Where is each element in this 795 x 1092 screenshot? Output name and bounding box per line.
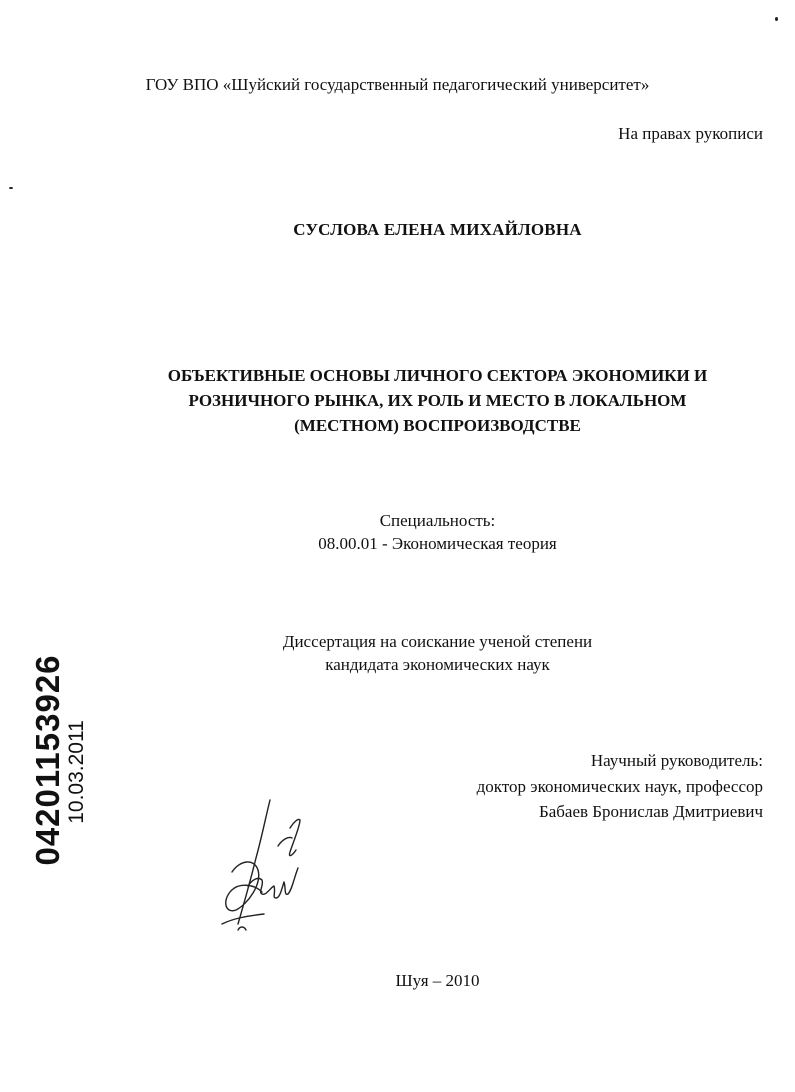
title-line: ОБЪЕКТИВНЫЕ ОСНОВЫ ЛИЧНОГО СЕКТОРА ЭКОНОМИКИ И <box>167 366 708 385</box>
degree-statement: Диссертация на соискание ученой степени <box>282 632 593 651</box>
advisor-name: Бабаев Бронислав Дмитриевич <box>538 802 763 821</box>
title-line: (МЕСТНОМ) ВОСПРОИЗВОДСТВЕ <box>294 416 581 435</box>
scan-speck <box>775 17 778 21</box>
library-stamp-date: 10.03.2011 <box>65 720 88 824</box>
advisor-label: Научный руководитель: <box>590 751 763 770</box>
city-year: Шуя – 2010 <box>395 971 480 990</box>
institution-name: ГОУ ВПО «Шуйский государственный педагогический университет» <box>145 75 650 94</box>
author-name: СУСЛОВА ЕЛЕНА МИХАЙЛОВНА <box>293 220 582 239</box>
specialty-label: Специальность: <box>379 511 496 530</box>
library-stamp-number: 04201153926 <box>29 654 66 866</box>
dissertation-title <box>40 363 795 438</box>
advisor-degree: доктор экономических наук, профессор <box>476 777 763 796</box>
manuscript-note: На правах рукописи <box>618 124 763 143</box>
specialty-value: 08.00.01 - Экономическая теория <box>318 534 557 553</box>
degree-statement-cont: кандидата экономических наук <box>325 655 550 674</box>
signature <box>218 796 308 936</box>
scan-speck <box>9 187 13 189</box>
title-line: РОЗНИЧНОГО РЫНКА, ИХ РОЛЬ И МЕСТО В ЛОКАЛЬНОМ <box>188 391 687 410</box>
